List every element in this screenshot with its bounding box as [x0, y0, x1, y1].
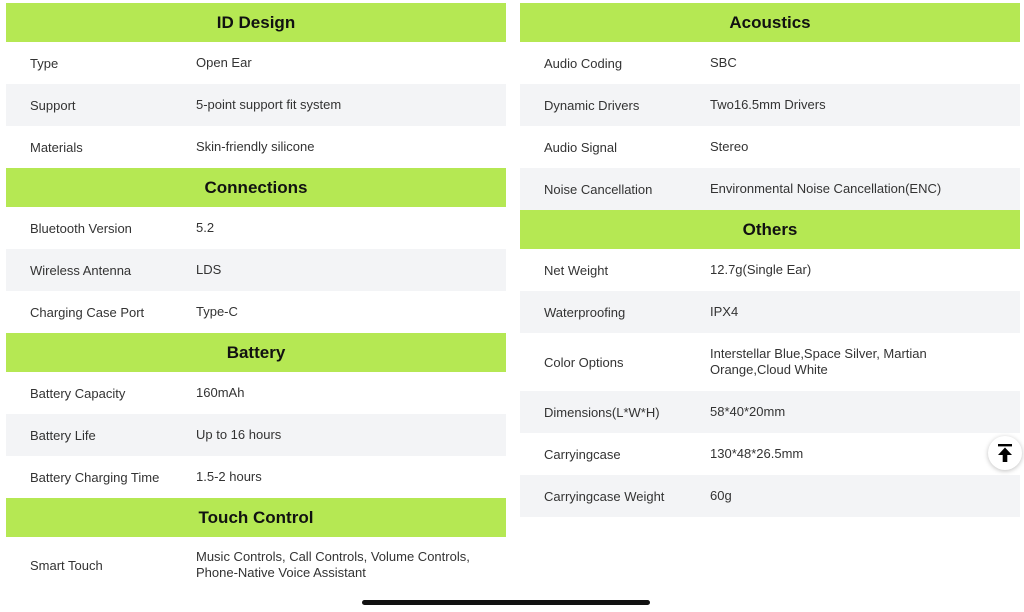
spec-label: Audio Coding: [544, 55, 623, 71]
spec-column-left: [6, 3, 506, 593]
spec-value: 12.7g(Single Ear): [710, 262, 812, 277]
spec-label: Smart Touch: [30, 557, 103, 573]
spec-row: [520, 249, 1020, 291]
section-header-acoustics: Acoustics: [520, 3, 1020, 42]
spec-label: Audio Signal: [544, 139, 617, 155]
home-indicator[interactable]: [362, 600, 650, 605]
spec-label: Carryingcase Weight: [544, 488, 665, 504]
spec-row: [520, 391, 1020, 433]
spec-label: Battery Capacity: [30, 385, 126, 401]
spec-row: [6, 42, 506, 84]
section-rows-connections: [6, 207, 506, 333]
spec-row: [6, 414, 506, 456]
spec-row: [6, 207, 506, 249]
spec-value: Music Controls, Call Controls, Volume Controls, Phone-Native Voice Assistant: [196, 549, 470, 580]
spec-value: LDS: [196, 262, 222, 277]
spec-row: [6, 126, 506, 168]
spec-label: Support: [30, 97, 76, 113]
spec-value: Two16.5mm Drivers: [710, 97, 826, 112]
spec-value: Skin-friendly silicone: [196, 139, 315, 154]
spec-row: [6, 291, 506, 333]
spec-value: 60g: [710, 488, 732, 503]
spec-value: IPX4: [710, 304, 739, 319]
spec-value: 5-point support fit system: [196, 97, 342, 112]
spec-value: 1.5-2 hours: [196, 469, 262, 484]
spec-row: [520, 475, 1020, 517]
section-header-others: Others: [520, 210, 1020, 249]
spec-row: [520, 333, 1020, 391]
spec-label: Type: [30, 55, 59, 71]
spec-column-right: [520, 3, 1020, 517]
spec-row: [6, 249, 506, 291]
spec-value: Interstellar Blue,Space Silver, Martian Orange,Cloud White: [710, 346, 927, 377]
spec-label: Net Weight: [544, 262, 609, 278]
spec-label: Battery Life: [30, 427, 96, 443]
section-header-battery: Battery: [6, 333, 506, 372]
spec-row: [520, 84, 1020, 126]
spec-value: 5.2: [196, 220, 215, 235]
spec-row: [6, 456, 506, 498]
spec-label: Bluetooth Version: [30, 220, 132, 236]
spec-row: [6, 537, 506, 593]
spec-label: Color Options: [544, 354, 624, 370]
section-rows-id-design: [6, 42, 506, 168]
spec-label: Dynamic Drivers: [544, 97, 640, 113]
spec-row: [6, 372, 506, 414]
spec-row: [520, 42, 1020, 84]
spec-value: Environmental Noise Cancellation(ENC): [710, 181, 942, 196]
spec-value: 130*48*26.5mm: [710, 446, 804, 461]
spec-value: Stereo: [710, 139, 749, 154]
spec-label: Battery Charging Time: [30, 469, 160, 485]
spec-row: [520, 168, 1020, 210]
scroll-to-top-button[interactable]: [988, 436, 1022, 470]
spec-row: [520, 433, 1020, 475]
spec-label: Dimensions(L*W*H): [544, 404, 660, 420]
spec-label: Waterproofing: [544, 304, 626, 320]
scroll-to-top-icon: [996, 443, 1014, 463]
spec-value: Open Ear: [196, 55, 252, 70]
spec-row: [6, 84, 506, 126]
section-rows-others: [520, 249, 1020, 517]
spec-label: Wireless Antenna: [30, 262, 132, 278]
spec-row: [520, 291, 1020, 333]
spec-value: 58*40*20mm: [710, 404, 786, 419]
spec-value: Up to 16 hours: [196, 427, 282, 442]
spec-label: Noise Cancellation: [544, 181, 653, 197]
section-header-id-design: ID Design: [6, 3, 506, 42]
spec-label: Charging Case Port: [30, 304, 145, 320]
spec-label: Carryingcase: [544, 446, 621, 462]
spec-value: SBC: [710, 55, 737, 70]
spec-row: [520, 126, 1020, 168]
spec-value: Type-C: [196, 304, 238, 319]
section-rows-acoustics: [520, 42, 1020, 210]
section-rows-touch-control: [6, 537, 506, 593]
section-header-connections: Connections: [6, 168, 506, 207]
section-rows-battery: [6, 372, 506, 498]
spec-value: 160mAh: [196, 385, 245, 400]
section-header-touch-control: Touch Control: [6, 498, 506, 537]
spec-label: Materials: [30, 139, 83, 155]
